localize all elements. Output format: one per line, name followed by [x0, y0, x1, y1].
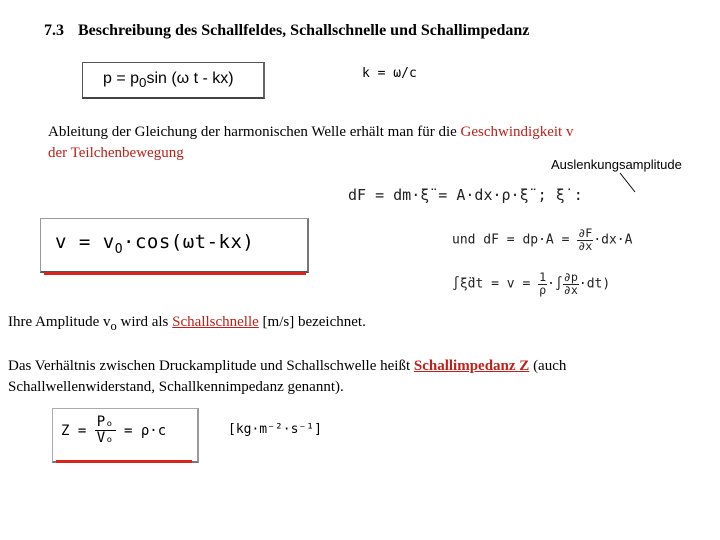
eq2-suffix: ·dx·A [593, 232, 633, 248]
section-heading: Beschreibung des Schallfeldes, Schallschnelle und Schallimpedanz [78, 22, 530, 39]
section-title [44, 22, 529, 40]
pressure-formula [103, 70, 234, 90]
eq3-denominator-2: ∂x [563, 282, 578, 297]
impedance-underline-bar [56, 460, 192, 463]
velocity-integral-equation [452, 272, 610, 296]
amplitude-text-3: [m/s] bezeichnet. [258, 314, 366, 330]
schallimpedanz-link[interactable]: Schallimpedanz Z [413, 358, 530, 374]
impedance-text-1: Das Verhältnis zwischen Druckamplitude und Schallschwelle heißt [8, 358, 414, 374]
pressure-formula-box [82, 62, 265, 99]
impedance-paragraph [8, 356, 708, 398]
pressure-formula-rhs: sin (ω t - kx) [146, 70, 234, 87]
velocity-formula-rhs: ·cos(ωt-kx) [123, 231, 255, 253]
velocity-formula [55, 231, 254, 257]
velocity-formula-box [40, 218, 309, 273]
amplitude-paragraph [8, 314, 366, 334]
impedance-numerator: Pₒ [96, 414, 114, 430]
particle-motion-term: der Teilchenbewegung [48, 145, 184, 161]
impedance-formula-lhs: Z = [61, 422, 95, 439]
eq2-fraction [577, 228, 593, 252]
eq3-suffix: ·dt) [578, 276, 611, 292]
impedance-fraction [95, 415, 116, 447]
wavenumber-formula: k = ω/c [362, 66, 417, 81]
impedance-formula [61, 415, 166, 447]
amplitude-text-1: Ihre Amplitude v [8, 314, 111, 330]
velocity-term: Geschwindigkeit v [460, 124, 574, 140]
impedance-unit: [kg·m⁻²·s⁻¹] [228, 422, 322, 437]
eq2-numerator: ∂F [578, 226, 593, 240]
velocity-underline-bar [44, 272, 306, 275]
eq2-denominator: ∂x [578, 238, 593, 253]
eq3-prefix: ∫ξ̈dt = v = [452, 276, 539, 292]
eq3-denominator-1: ρ [539, 282, 547, 297]
impedance-formula-box [52, 408, 199, 463]
eq3-numerator-2: ∂p [563, 270, 578, 284]
schallschnelle-link[interactable]: Schallschnelle [172, 314, 259, 330]
pressure-force-equation [452, 228, 632, 252]
impedance-text-2: (auch Schallwellenwiderstand, Schallkennimpedanz genannt). [8, 358, 567, 395]
velocity-formula-subscript: O [114, 241, 124, 257]
amplitude-annotation: Auslenkungsamplitude [551, 157, 682, 172]
impedance-formula-rhs: = ρ·c [115, 422, 167, 439]
derivation-text: Ableitung der Gleichung der harmonischen Welle erhält man für die [48, 124, 461, 140]
amplitude-subscript: o [110, 319, 117, 333]
amplitude-text-2: wird als [116, 314, 173, 330]
pressure-formula-subscript: 0 [139, 75, 147, 91]
eq3-middle: ·∫ [547, 276, 563, 292]
pressure-formula-lhs: p = p [103, 70, 140, 87]
force-equation: dF = dm·ξ̈ = A·dx·ρ·ξ̈ ; ξ̇ : [348, 186, 583, 204]
section-number: 7.3 [44, 22, 64, 39]
annotation-arrow-icon [618, 172, 638, 194]
eq3-numerator-1: 1 [539, 270, 547, 284]
eq2-prefix: und dF = dp·A = [452, 232, 578, 248]
eq3-fraction-2 [563, 272, 579, 296]
velocity-formula-lhs: v = v [55, 231, 115, 253]
eq3-fraction-1 [538, 272, 547, 296]
impedance-denominator: Vₒ [96, 430, 114, 447]
